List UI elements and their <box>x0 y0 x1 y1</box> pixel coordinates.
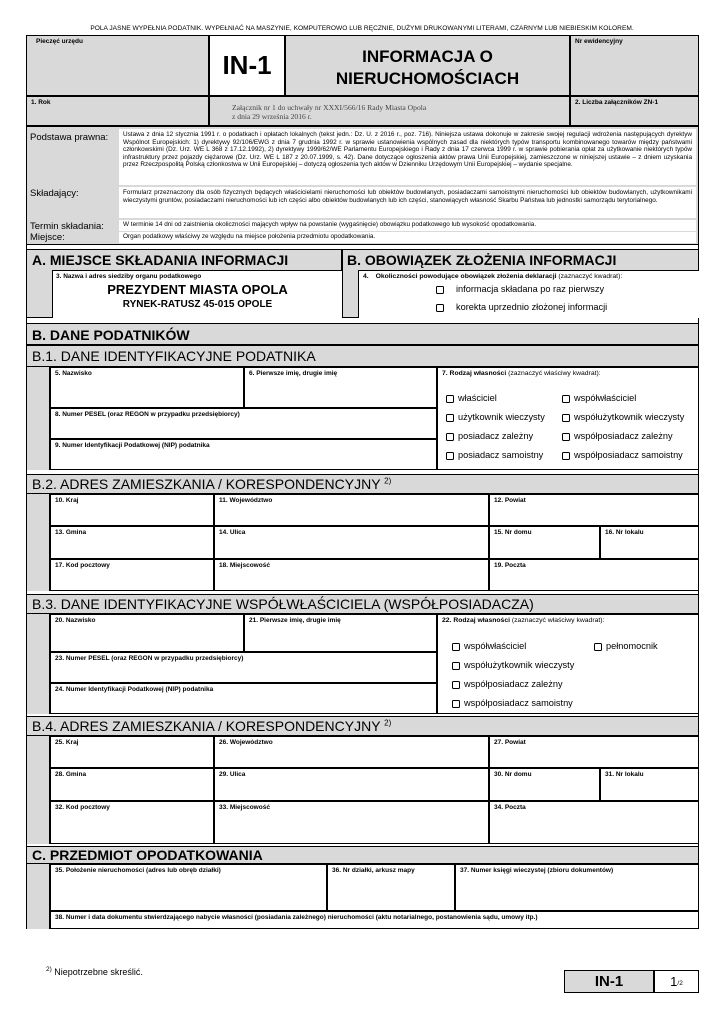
office-address: RYNEK-RATUSZ 45-015 OPOLE <box>122 299 273 310</box>
f22-option[interactable] <box>452 698 573 708</box>
f22-option-label: pełnomocnik <box>606 641 658 651</box>
section-c-title: C. PRZEDMIOT OPODATKOWANIA <box>32 847 263 863</box>
field4-hint: (zaznaczyć kwadrat): <box>558 273 623 280</box>
form-code: IN-1 <box>222 50 272 80</box>
apartment-number-field[interactable] <box>600 526 699 559</box>
first-name-field[interactable] <box>244 367 437 408</box>
f14-label: 14. Ulica <box>219 529 246 536</box>
f38-label: 38. Numer i data dokumentu stwierdzającego nabycie własności (posiadania zależnego) nieruchomości (aktu notarialnego, postanowienia sądu, umowy itp.) <box>55 914 538 921</box>
f19-label: 19. Poczta <box>494 562 526 569</box>
f7-option-label: posiadacz zależny <box>458 431 534 441</box>
form-code-box <box>209 35 285 96</box>
b4-city-field[interactable] <box>214 801 489 844</box>
section-b1-title: B.1. DANE IDENTYFIKACYJNE PODATNIKA <box>32 348 316 364</box>
f7-option[interactable] <box>446 450 543 460</box>
f7-option-label: właściciel <box>458 393 497 403</box>
f22-option-label: współposiadacz samoistny <box>464 698 573 708</box>
option-correction-label: korekta uprzednio złożonej informacji <box>456 302 608 312</box>
f8-label: 8. Numer PESEL (oraz REGON w przypadku przedsiębiorcy) <box>55 411 240 418</box>
deadline-label: Termin składania: <box>30 221 104 232</box>
f22-option[interactable] <box>594 641 658 651</box>
f22-option[interactable] <box>452 660 574 670</box>
section-c <box>26 846 699 864</box>
deadline-text: W terminie 14 dni od zaistnienia okoliczności mających wpływ na powstanie (wygaśnięcie) obowiązku podatkowego lub wysokość opodatkowania. <box>119 220 696 231</box>
place-label: Miejsce: <box>30 232 65 243</box>
f7-option[interactable] <box>562 412 684 422</box>
section-a-title: A. MIEJSCE SKŁADANIA INFORMACJI <box>32 252 289 268</box>
f7-option[interactable] <box>562 450 683 460</box>
b4-street-field[interactable] <box>214 768 489 801</box>
attachment-count-field[interactable] <box>570 96 699 126</box>
place-text: Organ podatkowy właściwy ze względu na miejsce położenia przedmiotu opodatkowania. <box>119 232 696 243</box>
checkbox-icon <box>452 700 460 708</box>
b2-title-text: B.2. ADRES ZAMIESZKANIA / KORESPONDENCYJNY <box>32 476 381 492</box>
b4-municipality-field[interactable] <box>50 768 214 801</box>
field4-num: 4. <box>363 273 369 280</box>
b4-voivodeship-field[interactable] <box>214 736 489 768</box>
checkbox-icon <box>562 395 570 403</box>
country-field[interactable] <box>50 494 214 526</box>
checkbox-icon <box>562 414 570 422</box>
land-register-field[interactable] <box>455 864 699 911</box>
checkbox-icon <box>452 662 460 670</box>
section-b-title: B. DANE PODATNIKÓW <box>32 327 190 343</box>
voivodeship-field[interactable] <box>214 494 489 526</box>
submitter-text: Formularz przeznaczony dla osób fizycznych będących właścicielami nieruchomości lub obiektów budowlanych, posiadaczami samoistnymi nieruchomości lub obiektów budowlanych, użytkownikami wieczystymi gruntów, posiadaczami nieruchomości lub ich części albo obiektów budowlanych lub ich części, stanowiących własność Skarbu Państwa lub jednostki samorządu terytorialnego. <box>119 187 696 218</box>
f37-label: 37. Numer księgi wieczystej (zbioru dokumentów) <box>460 867 614 874</box>
attachment-count-label: 2. Liczba załączników ZN-1 <box>575 99 659 106</box>
office-name: PREZYDENT MIASTA OPOLA <box>107 282 288 297</box>
footnote <box>46 966 143 977</box>
nr-ewidencyjny-box <box>570 35 699 96</box>
checkbox-icon <box>436 304 444 312</box>
submitter-label: Składający: <box>30 188 79 199</box>
f7-hint: (zaznaczyć właściwy kwadrat): <box>508 370 601 377</box>
f26-label: 26. Województwo <box>219 739 273 746</box>
f22-hint: (zaznaczyć właściwy kwadrat): <box>511 617 605 624</box>
county-field[interactable] <box>489 494 699 526</box>
f7-option[interactable] <box>446 412 545 422</box>
f13-label: 13. Gmina <box>55 529 87 536</box>
f15-label: 15. Nr domu <box>494 529 532 536</box>
basis-label: Podstawa prawna: <box>30 132 109 143</box>
year-label: 1. Rok <box>31 99 51 106</box>
ownership-document-field[interactable] <box>50 911 699 929</box>
b2-sup: 2) <box>384 476 392 486</box>
b4-postal-code-field[interactable] <box>50 801 214 844</box>
f7-option[interactable] <box>562 393 636 403</box>
f27-label: 27. Powiat <box>494 739 526 746</box>
footnote-sup: 2) <box>46 966 52 973</box>
b4-apartment-number-field[interactable] <box>600 768 699 801</box>
option-first-time-label: informacja składana po raz pierwszy <box>456 284 605 294</box>
checkbox-icon <box>446 414 454 422</box>
f7-label: 7. Rodzaj własności <box>442 370 507 377</box>
f7-option-label: współposiadacz zależny <box>574 431 673 441</box>
f24-label: 24. Numer Identyfikacji Podatkowej (NIP) podatnika <box>55 686 214 693</box>
coowner-pesel-field[interactable] <box>50 652 437 683</box>
f7-option-label: współposiadacz samoistny <box>574 450 683 460</box>
b4-county-field[interactable] <box>489 736 699 768</box>
footer-code-box <box>564 970 654 993</box>
f6-label: 6. Pierwsze imię, drugie imię <box>249 370 338 377</box>
coowner-surname-field[interactable] <box>50 614 244 652</box>
f7-option-label: posiadacz samoistny <box>458 450 544 460</box>
f7-option-label: współwłaściciel <box>574 393 637 403</box>
f34-label: 34. Poczta <box>494 804 526 811</box>
footer-code: IN-1 <box>594 973 624 990</box>
checkbox-icon <box>452 681 460 689</box>
f5-label: 5. Nazwisko <box>55 370 92 377</box>
top-notice: POLA JASNE WYPEŁNIA PODATNIK. WYPEŁNIAĆ NA MASZYNIE, KOMPUTEROWO LUB RĘCZNIE, DUŻYMI DRUKOWANYMI LITERAMI, CZARNYM LUB NIEBIESKIM KOLOREM. <box>90 25 634 32</box>
page-total: /2 <box>677 980 683 987</box>
attachment-line2: z dnia 29 września 2016 r. <box>232 112 312 121</box>
f16-label: 16. Nr lokalu <box>605 529 644 536</box>
attachment-line1: Załącznik nr 1 do uchwały nr XXXI/566/16 Rady Miasta Opola <box>232 103 427 112</box>
section-b4 <box>26 716 699 736</box>
f36-label: 36. Nr działki, arkusz mapy <box>332 867 415 874</box>
f31-label: 31. Nr lokalu <box>605 771 644 778</box>
f7-option[interactable] <box>562 431 673 441</box>
nr-ewidencyjny-label: Nr ewidencyjny <box>575 38 623 45</box>
section-b-obligation-title: B. OBOWIĄZEK ZŁOŻENIA INFORMACJI <box>347 252 617 268</box>
form-title-line1: INFORMACJA O <box>362 47 493 66</box>
option-correction[interactable] <box>436 302 607 312</box>
f35-label: 35. Położenie nieruchomości (adres lub obręb działki) <box>55 867 221 874</box>
stamp-label: Pieczęć urzędu <box>36 38 83 45</box>
checkbox-icon <box>562 452 570 460</box>
form-title-box <box>285 35 570 96</box>
page-number-box <box>654 970 699 993</box>
option-first-time[interactable] <box>436 284 604 294</box>
f22-option-label: współużytkownik wieczysty <box>464 660 575 670</box>
property-location-field[interactable] <box>50 864 327 911</box>
b4-sup: 2) <box>384 718 392 728</box>
field3-label: 3. Nazwa i adres siedziby organu podatkowego <box>56 273 202 280</box>
f25-label: 25. Kraj <box>55 739 79 746</box>
f29-label: 29. Ulica <box>219 771 246 778</box>
f21-label: 21. Pierwsze imię, drugie imię <box>249 617 341 624</box>
b4-side-strip <box>26 736 50 844</box>
f18-label: 18. Miejscowość <box>219 562 270 569</box>
b4-country-field[interactable] <box>50 736 214 768</box>
page-number: 1 <box>670 974 678 989</box>
footnote-text: Niepotrzebne skreślić. <box>54 967 143 977</box>
checkbox-icon <box>446 452 454 460</box>
nip-field[interactable] <box>50 439 437 470</box>
form-title-line2: NIERUCHOMOŚCIACH <box>335 69 520 88</box>
checkbox-icon <box>452 643 460 651</box>
basis-text: Ustawa z dnia 12 stycznia 1991 r. o podatkach i opłatach lokalnych (tekst jedn.: Dz. U. z 2016 r., poz. 716). Niniejsza ustawa dokonuje w zakresie swojej regulacji wdrożenia następujących dyrektyw Wspólnot Europejskich: 1) dyrektywy 92/106/EWG z dnia 7 grudnia 1992 r. w sprawie ustanowienia wspólnych zasad dla niektórych typów transportu kombinowanego towarów między państwami członkowskimi (Dz. Urz. WE L 368 z 17.12.1992), 2) dyrektywy 1999/62/WE Parlamentu Europejskiego i Rady z dnia 17 czerwca 1999 r. w sprawie pobierania opłat za użytkowanie niektórych typów infrastruktury przez pojazdy ciężarowe (Dz. Urz. WE L 187 z 20.07.1999, s. 42). Dane dotyczące ogłoszenia aktów prawa Unii Europejskiej, zamieszczone w niniejszej ustawie – z dniem uzyskania przez Rzeczpospolitą Polską członkostwa w Unii Europejskiej – dotyczą ogłoszenia tych aktów w Dzienniku Urzędowym Unii Europejskiej – wydanie specjalne. <box>119 129 696 185</box>
section-b2-title <box>32 476 391 492</box>
city-field[interactable] <box>214 559 489 591</box>
f17-label: 17. Kod pocztowy <box>55 562 110 569</box>
f22-option-label: współwłaściciel <box>464 641 527 651</box>
pesel-field[interactable] <box>50 408 437 439</box>
f12-label: 12. Powiat <box>494 497 526 504</box>
section-b4-title <box>32 718 391 734</box>
checkbox-icon <box>436 286 444 294</box>
plot-number-field[interactable] <box>327 864 455 911</box>
f10-label: 10. Kraj <box>55 497 79 504</box>
office-stamp-box <box>26 35 209 96</box>
year-field[interactable] <box>26 96 209 126</box>
street-field[interactable] <box>214 526 489 559</box>
f22-option[interactable] <box>452 641 526 651</box>
f11-label: 11. Województwo <box>219 497 273 504</box>
coowner-first-name-field[interactable] <box>244 614 437 652</box>
f7-option[interactable] <box>446 393 497 403</box>
checkbox-icon <box>562 433 570 441</box>
b2-side-strip <box>26 494 50 591</box>
f20-label: 20. Nazwisko <box>55 617 96 624</box>
section-b2 <box>26 474 699 494</box>
c-side-strip <box>26 864 50 929</box>
checkbox-icon <box>446 395 454 403</box>
f7-option-label: współużytkownik wieczysty <box>574 412 685 422</box>
attachment-note <box>209 96 570 126</box>
field4-label: Okoliczności powodujące obowiązek złożenia deklaracji <box>375 273 557 280</box>
f33-label: 33. Miejscowość <box>219 804 270 811</box>
b3-side-strip <box>26 614 50 714</box>
surname-field[interactable] <box>50 367 244 408</box>
post-office-field[interactable] <box>489 559 699 591</box>
checkbox-icon <box>446 433 454 441</box>
f23-label: 23. Numer PESEL (oraz REGON w przypadku przedsiębiorcy) <box>55 655 244 662</box>
b4-post-office-field[interactable] <box>489 801 699 844</box>
tax-office-field <box>52 270 342 318</box>
section-b1 <box>26 345 699 367</box>
f28-label: 28. Gmina <box>55 771 87 778</box>
b1-side-strip <box>26 367 50 470</box>
section-b3 <box>26 594 699 614</box>
f22-label: 22. Rodzaj własności <box>442 617 510 624</box>
municipality-field[interactable] <box>50 526 214 559</box>
f30-label: 30. Nr domu <box>494 771 532 778</box>
f9-label: 9. Numer Identyfikacji Podatkowej (NIP) podatnika <box>55 442 210 449</box>
b4-title-text: B.4. ADRES ZAMIESZKANIA / KORESPONDENCYJNY <box>32 718 381 734</box>
checkbox-icon <box>594 643 602 651</box>
f7-option-label: użytkownik wieczysty <box>458 412 545 422</box>
house-number-field[interactable] <box>489 526 600 559</box>
section-b <box>26 323 699 345</box>
f22-option[interactable] <box>452 679 563 689</box>
b4-house-number-field[interactable] <box>489 768 600 801</box>
f7-option[interactable] <box>446 431 533 441</box>
postal-code-field[interactable] <box>50 559 214 591</box>
section-b3-title: B.3. DANE IDENTYFIKACYJNE WSPÓŁWŁAŚCICIELA (WSPÓŁPOSIADACZA) <box>32 596 534 612</box>
f32-label: 32. Kod pocztowy <box>55 804 110 811</box>
coowner-nip-field[interactable] <box>50 683 437 714</box>
f22-option-label: współposiadacz zależny <box>464 679 563 689</box>
